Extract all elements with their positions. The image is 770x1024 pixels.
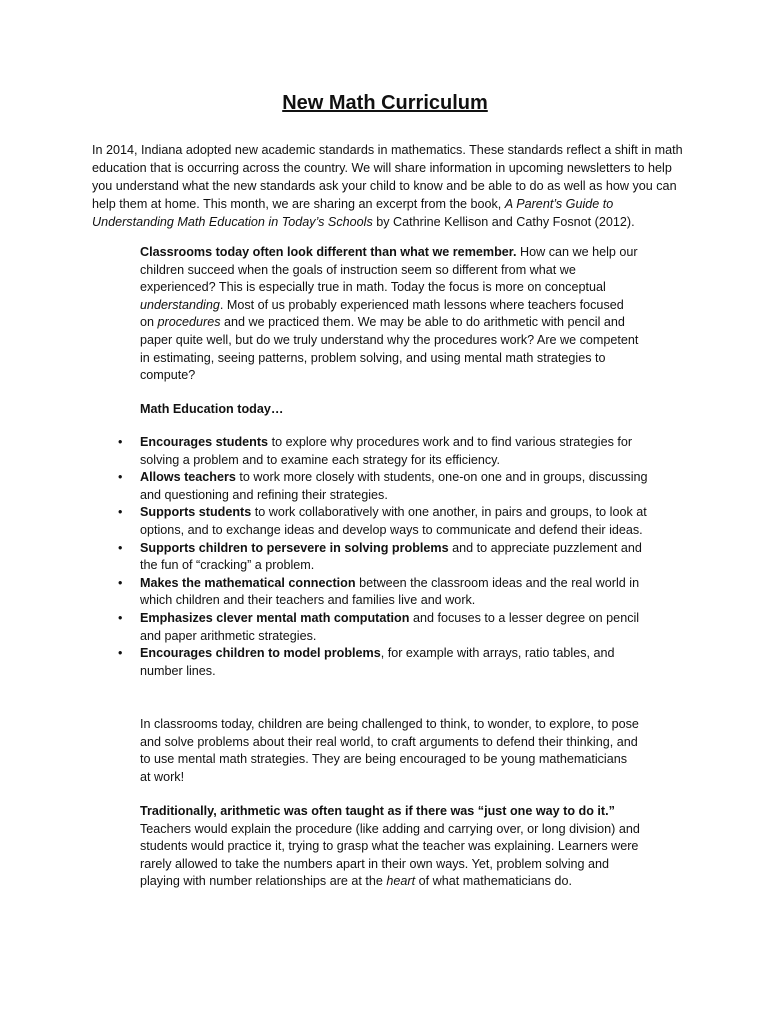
bullet-icon: • (118, 646, 123, 661)
list-item (92, 645, 652, 680)
list-item-text: to work more closely with students, one-on one and in groups, discussing and questioning and refining their strategies. (140, 470, 648, 502)
intro-paragraph (92, 141, 692, 231)
traditionally-lead: Traditionally, arithmetic was often taught as if there was “just one way to do it.” (140, 804, 615, 818)
bullet-icon: • (118, 575, 123, 590)
list-item (92, 434, 652, 469)
procedures-emphasis: procedures (157, 315, 221, 330)
list-item-bold: Makes the mathematical connection (140, 575, 356, 590)
list-item-bold: Supports students (140, 505, 252, 520)
math-education-list (92, 434, 652, 680)
traditionally-text-a: Teachers would explain the procedure (like adding and carrying over, or long division) and students would practice it, trying to grasp what the teacher was explaining. Learners were rarely allowed to take the numbers apart in their own ways. Yet, problem solving and playing with number relationships are at the (140, 821, 640, 889)
list-item-text: , for example with arrays, ratio tables, and number lines. (140, 646, 615, 678)
bullet-icon: • (118, 435, 123, 449)
bullet-icon: • (118, 610, 123, 625)
understanding-emphasis: understanding (140, 297, 220, 312)
intro-authors: by Cathrine Kellison and Cathy Fosnot (2012). (376, 215, 635, 229)
intro-text: In 2014, Indiana adopted new academic standards in mathematics. These standards reflect a shift in math education that is occurring across the country. We will share information in upcoming newsletters to help you understand what the new standards ask your child to know and be able to do as well as how you can help them at home. This month, we are sharing an excerpt from the book, (92, 143, 683, 211)
math-education-heading: Math Education today… (140, 402, 284, 416)
classrooms-paragraph (140, 244, 640, 385)
list-item-text: and focuses to a lesser degree on pencil and paper arithmetic strategies. (140, 610, 640, 643)
list-item-text: to explore why procedures work and to find various strategies for solving a problem and to examine each strategy for its efficiency. (140, 435, 633, 467)
classrooms-text-a: How can we help our children succeed when the goals of instruction seem so different from what we experienced? This is especially true in math. Today the focus is more on conceptual (140, 245, 638, 295)
list-item-text: and to appreciate puzzlement and the fun of “cracking” a problem. (140, 540, 642, 573)
list-item (92, 469, 652, 504)
classrooms-lead: Classrooms today often look different than what we remember. (140, 245, 517, 259)
list-item-bold: Encourages children to model problems (140, 646, 381, 661)
list-item (92, 610, 652, 645)
list-item (92, 504, 652, 539)
traditionally-text-b: of what mathematicians do. (418, 874, 572, 889)
classrooms-text-c: and we practiced them. We may be able to do arithmetic with pencil and paper quite well, but do we truly understand why the procedures work? Are we competent in estimating, seeing patterns, problem solving, and using mental math strategies to compute? (140, 315, 639, 383)
page-title: New Math Curriculum (282, 92, 488, 114)
list-item-text: to work collaboratively with one another, in pairs and groups, to look at options, and to exchange ideas and develop ways to communicate and defend their ideas. (140, 505, 647, 537)
bullet-icon: • (118, 470, 123, 485)
traditionally-paragraph (140, 803, 640, 891)
list-item-text: between the classroom ideas and the real world in which children and their teachers and families live and work. (140, 575, 640, 608)
bullet-icon: • (118, 540, 123, 555)
list-item-bold: Supports children to persevere in solving problems (140, 540, 449, 555)
list-item (92, 575, 652, 610)
classrooms-text-b: . Most of us probably experienced math lessons where teachers focused on (140, 297, 624, 330)
list-item-bold: Encourages students (140, 435, 269, 449)
list-item-bold: Allows teachers (140, 470, 236, 485)
list-item-bold: Emphasizes clever mental math computation (140, 610, 410, 625)
book-title: A Parent’s Guide to Understanding Math Education in Today’s Schools (92, 197, 614, 229)
heart-emphasis: heart (386, 874, 416, 889)
classrooms-today-paragraph: In classrooms today, children are being challenged to think, to wonder, to explore, to pose and solve problems about their real world, to craft arguments to defend their thinking, and to use mental math strategies. They are being encouraged to be young mathematicians at work! (140, 717, 639, 784)
list-item (92, 540, 652, 575)
bullet-icon: • (118, 505, 123, 520)
